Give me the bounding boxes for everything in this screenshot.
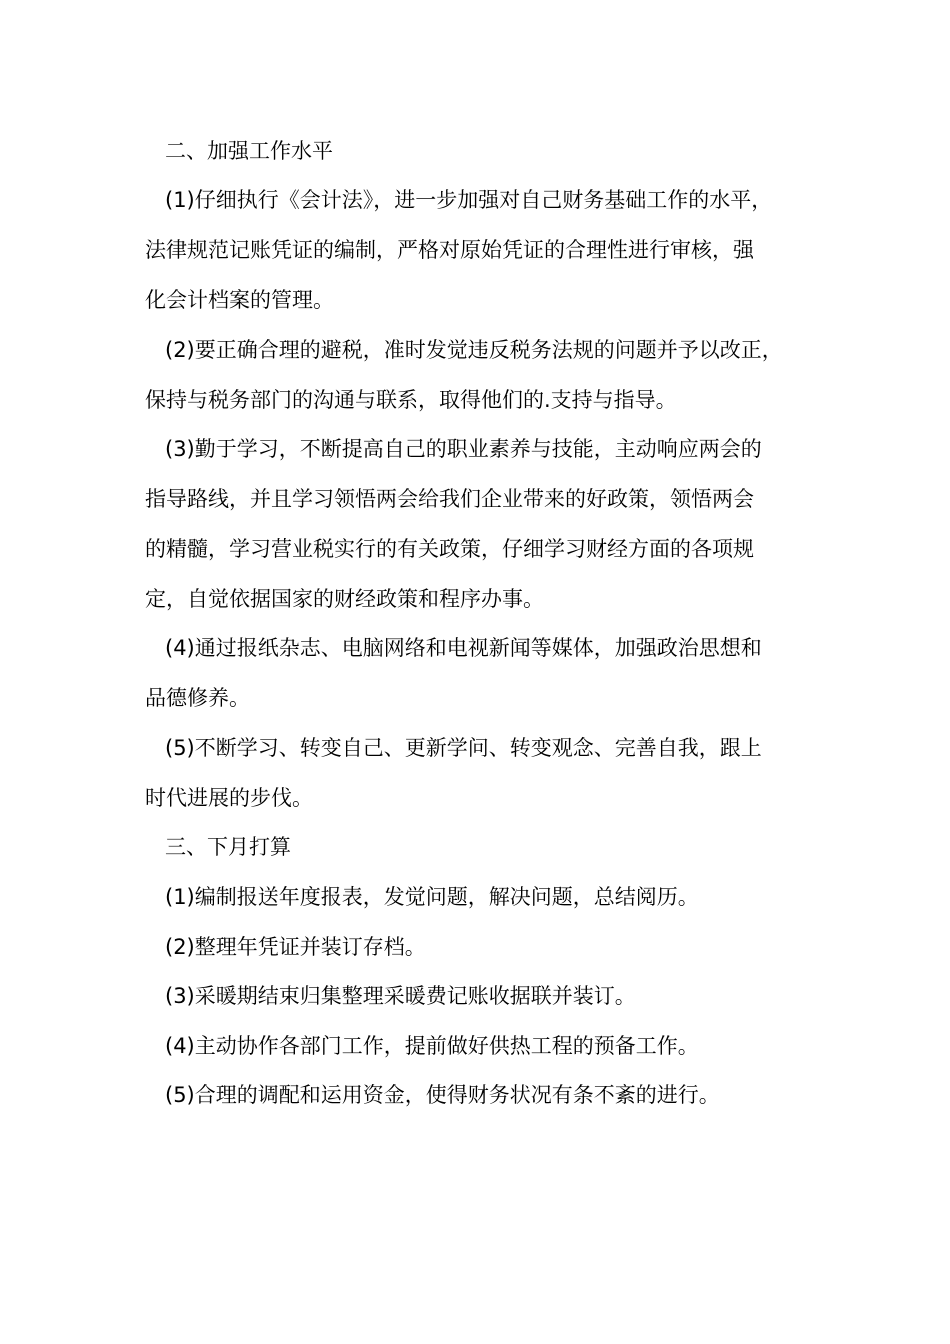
paragraph-line: (4)通过报纸杂志、电脑网络和电视新闻等媒体，加强政治思想和 [165,636,762,660]
paragraph-line: 保持与税务部门的沟通与联系，取得他们的.支持与指导。 [145,388,677,412]
paragraph-line: (3)勤于学习，不断提高自己的职业素养与技能，主动响应两会的 [165,437,762,461]
plan-item-2: (2)整理年凭证并装订存档。 [165,935,426,959]
paragraph-line: 化会计档案的管理。 [145,288,334,312]
paragraph-line: (2)要正确合理的避税，准时发觉违反税务法规的问题并予以改正， [165,338,783,362]
section-heading-3: 三、下月打算 [165,835,291,859]
plan-item-5: (5)合理的调配和运用资金，使得财务状况有条不紊的进行。 [165,1083,720,1107]
paragraph-line: (1)仔细执行《会计法》，进一步加强对自己财务基础工作的水平， [165,188,773,212]
paragraph-line: 定，自觉依据国家的财经政策和程序办事。 [145,587,544,611]
paragraph-line: 品德修养。 [145,686,250,710]
paragraph-line: 时代进展的步伐。 [145,786,313,810]
plan-item-3: (3)采暖期结束归集整理采暖费记账收据联并装订。 [165,984,636,1008]
paragraph-line: (5)不断学习、转变自己、更新学问、转变观念、完善自我，跟上 [165,736,762,760]
paragraph-line: 的精髓，学习营业税实行的有关政策，仔细学习财经方面的各项规 [145,537,754,561]
plan-item-4: (4)主动协作各部门工作，提前做好供热工程的预备工作。 [165,1034,699,1058]
section-heading-2: 二、加强工作水平 [165,139,333,163]
paragraph-line: 法律规范记账凭证的编制，严格对原始凭证的合理性进行审核，强 [145,238,754,262]
paragraph-line: 指导路线，并且学习领悟两会给我们企业带来的好政策，领悟两会 [145,487,754,511]
plan-item-1: (1)编制报送年度报表，发觉问题，解决问题，总结阅历。 [165,885,699,909]
